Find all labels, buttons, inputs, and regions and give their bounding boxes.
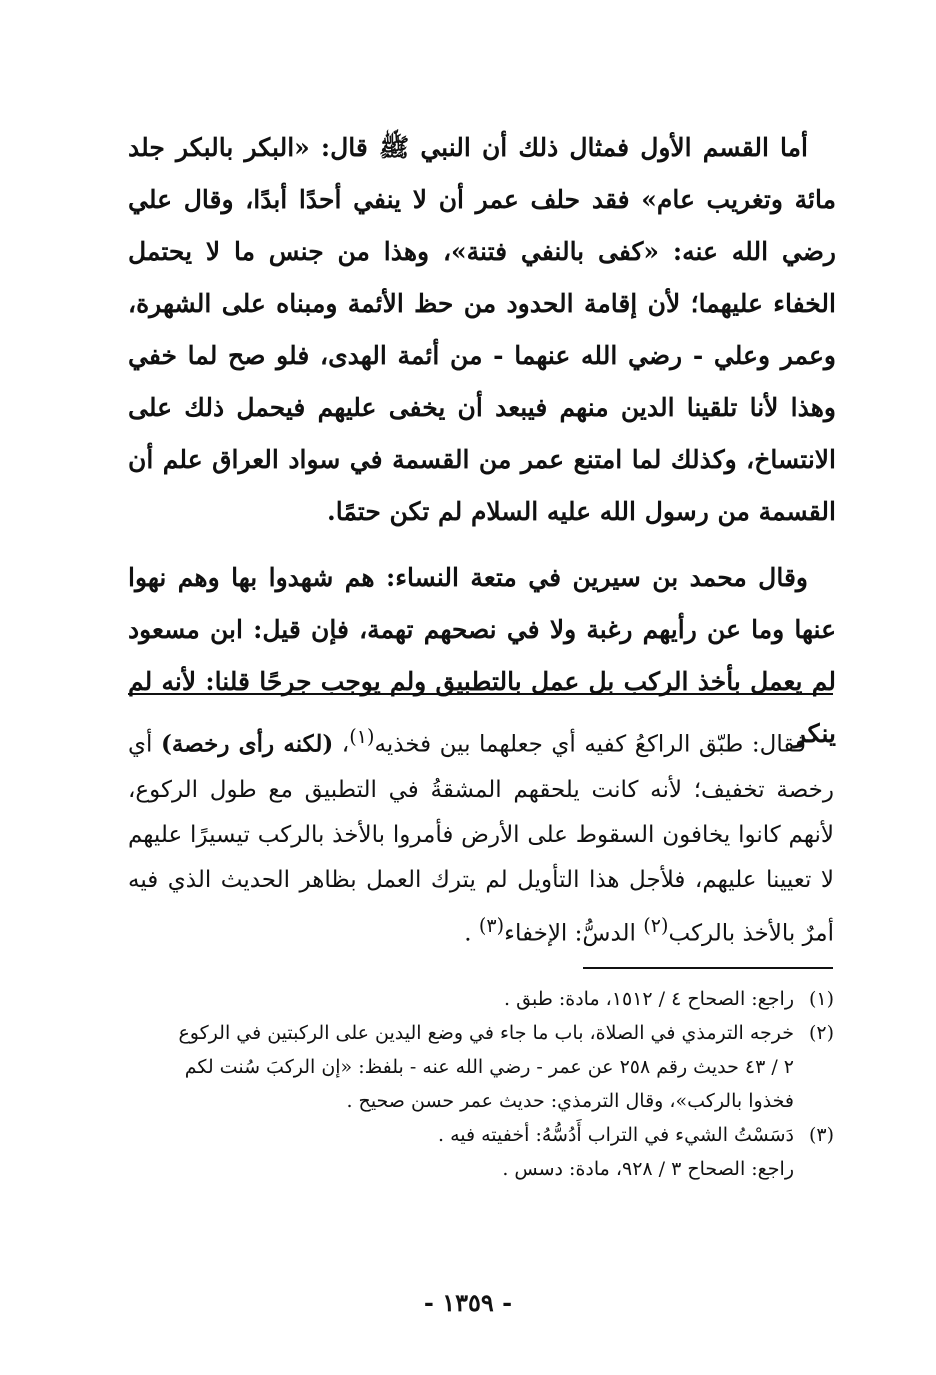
footnote-number: (٢) <box>808 1022 834 1044</box>
footnote-separator-rule <box>583 967 833 969</box>
footnote-ref-1[interactable]: (١) <box>349 725 375 748</box>
commentary-part-1: فقال: طبّق الراكعُ كفيه أي جعلهما بين فخذيه <box>374 731 806 758</box>
footnote-text: راجع: الصحاح ٤ / ١٥١٢، مادة: طبق . <box>504 988 794 1010</box>
footnote-3 <box>128 1118 834 1152</box>
footnotes <box>128 982 834 1186</box>
footnote-number: (٣) <box>808 1124 834 1146</box>
footnote-text: دَسَسْتُ الشيء في التراب أَدُسُّهُ: أخفيته فيه . <box>438 1124 794 1146</box>
page-number: - ١٣٥٩ - <box>423 1288 513 1317</box>
commentary-part-3: أي رخصة تخفيف؛ لأنه كانت يلحقهم المشقةُ في التطبيق مع طول الركوع، لأنهم كانوا يخافون السقوط على الأرض فأمروا بالأخذ بالركب تيسيرًا عليهم لا تعيينا عليهم، فلأجل هذا التأويل لم يترك العمل بظاهر الحديث الذي فيه أمرٌ بالأخذ بالركب <box>128 731 834 947</box>
main-separator-rule <box>128 693 833 695</box>
footnote-2-line-2: ٢ / ٤٣ حديث رقم ٢٥٨ عن عمر - رضي الله عنه - بلفظ: «إن الركبَ سُنت لكم <box>184 1056 794 1078</box>
main-paragraph-1: أما القسم الأول فمثال ذلك أن النبي ﷺ قال: «البكر بالبكر جلد مائة وتغريب عام» فقد حلف عمر أن لا ينفي أحدًا أبدًا، وقال علي رضي الله عنه: «كفى بالنفي فتنة»، وهذا من جنس ما لا يحتمل الخفاء عليهما؛ لأن إقامة الحدود من حظ الأئمة ومبناه على الشهرة، وعمر وعلي - رضي الله عنهما - من أئمة الهدى، فلو صح لما خفي وهذا لأنا تلقينا الدين منهم فيبعد أن يخفى عليهم فيحمل ذلك على الانتساخ، وكذلك لما امتنع عمر من القسمة في سواد العراق علم أن القسمة من رسول الله عليه السلام لم تكن حتمًا. <box>128 133 836 526</box>
main-paragraph-2: وقال محمد بن سيرين في متعة النساء: هم شهدوا بها وهم نهوا عنها وما عن رأيهم رغبة ولا في نصحهم تهمة، فإن قيل: ابن مسعود لم يعمل بأخذ الركب بل عمل بالتطبيق ولم يوجب جرحًا قلنا: لأنه لم ينكر <box>128 563 836 748</box>
footnote-ref-3[interactable]: (٣) <box>478 913 505 937</box>
footnote-1 <box>128 982 834 1016</box>
commentary-part-5: . <box>464 920 479 947</box>
commentary-part-4: الدسُّ: الإخفاء <box>504 920 644 947</box>
commentary-part-2: ، <box>333 731 350 758</box>
footnote-3-line-2: راجع: الصحاح ٣ / ٩٢٨، مادة: دسس . <box>502 1158 794 1180</box>
footnote-2 <box>128 1016 834 1050</box>
footnote-number: (١) <box>808 988 834 1010</box>
footnote-text: خرجه الترمذي في الصلاة، باب ما جاء في وضع اليدين على الركبتين في الركوع <box>178 1022 794 1044</box>
main-text <box>128 122 836 760</box>
commentary-block <box>128 714 834 956</box>
footnote-2-line-3: فخذوا بالركب»، وقال الترمذي: حديث عمر حسن صحيح . <box>346 1090 794 1112</box>
commentary-quoted-matn: (لكنه رأى رخصة) <box>160 730 334 758</box>
commentary-paragraph <box>128 714 834 956</box>
footnote-ref-2[interactable]: (٢) <box>643 913 669 937</box>
